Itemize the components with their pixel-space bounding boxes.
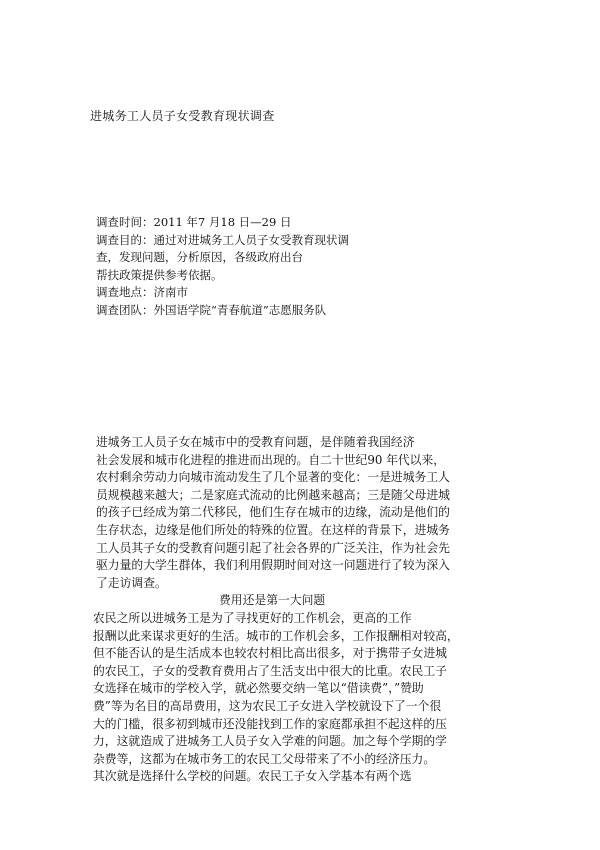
body-line: 进城务工人员子女在城市中的受教育问题，是伴随着我国经济 xyxy=(96,435,415,449)
body-line: 员规模越来越大；二是家庭式流动的比例越来越高；三是随父母进城 xyxy=(96,487,450,502)
document-body xyxy=(93,434,500,786)
body-line: 生存状态，边缘是他们所处的特殊的位置。在这样的背景下，进城务 xyxy=(96,522,450,537)
body-line: 报酬以此来谋求更好的生活。城市的工作机会多，工作报酬相对较高， xyxy=(93,628,459,643)
body-line: 农民之所以进城务工是为了寻找更好的工作机会，更高的工作 xyxy=(93,610,412,625)
body-line: 的农民工，子女的受教育费用占了生活支出中很大的比重。农民工子 xyxy=(93,663,447,678)
survey-team: 调查团队：外国语学院“青春航道”志愿服务队 xyxy=(96,302,327,317)
survey-purpose-line-3: 帮扶政策提供参考依据。 xyxy=(96,267,223,282)
survey-purpose-line-2: 查，发现问题，分析原因，各级政府出台 xyxy=(96,250,303,265)
body-line: 农村剩余劳动力向城市流动发生了几个显著的变化：一是进城务工人 xyxy=(96,470,450,485)
body-line: 但不能否认的是生活成本也较农村相比高出很多，对于携带子女进城 xyxy=(93,646,447,661)
body-line: 大的门槛，很多初到城市还没能找到工作的家庭都承担不起这样的压 xyxy=(93,716,447,731)
body-line: 女选择在城市的学校入学，就必然要交纳一笔以“借读费”，”赞助 xyxy=(93,681,424,696)
body-line: 的孩子已经成为第二代移民，他们生存在城市的边缘，流动是他们的 xyxy=(96,505,450,520)
body-line: 社会发展和城市化进程的推进而出现的。自二十世纪90 年代以来， xyxy=(96,452,446,467)
body-line: 其次就是选择什么学校的问题。农民工子女入学基本有两个选 xyxy=(93,769,412,784)
body-line: 费”等为名目的高昂费用，这为农民工子女进入学校就设下了一个很 xyxy=(93,698,442,713)
body-line: 杂费等，这都为在城市务工的农民工父母带来了不小的经济压力。 xyxy=(93,751,436,766)
body-line: 工人员其子女的受教育问题引起了社会各界的广泛关注，作为社会先 xyxy=(96,540,450,555)
body-line: 力，这就造成了进城务工人员子女入学难的问题。加之每个学期的学 xyxy=(93,734,447,749)
body-line: 驱力量的大学生群体，我们利用假期时间对这一问题进行了较为深入 xyxy=(96,558,450,573)
section-heading: 费用还是第一大问题 xyxy=(219,593,326,608)
document-title: 进城务工人员子女受教育现状调查 xyxy=(90,109,275,123)
survey-info xyxy=(96,214,349,320)
survey-location: 调查地点：济南市 xyxy=(96,285,188,300)
survey-purpose-line-1: 调查目的：通过对进城务工人员子女受教育现状调 xyxy=(96,232,349,247)
survey-time: 调查时间：2011 年7 月18 日—29 日 xyxy=(96,215,292,229)
body-line: 了走访调查。 xyxy=(96,575,167,590)
